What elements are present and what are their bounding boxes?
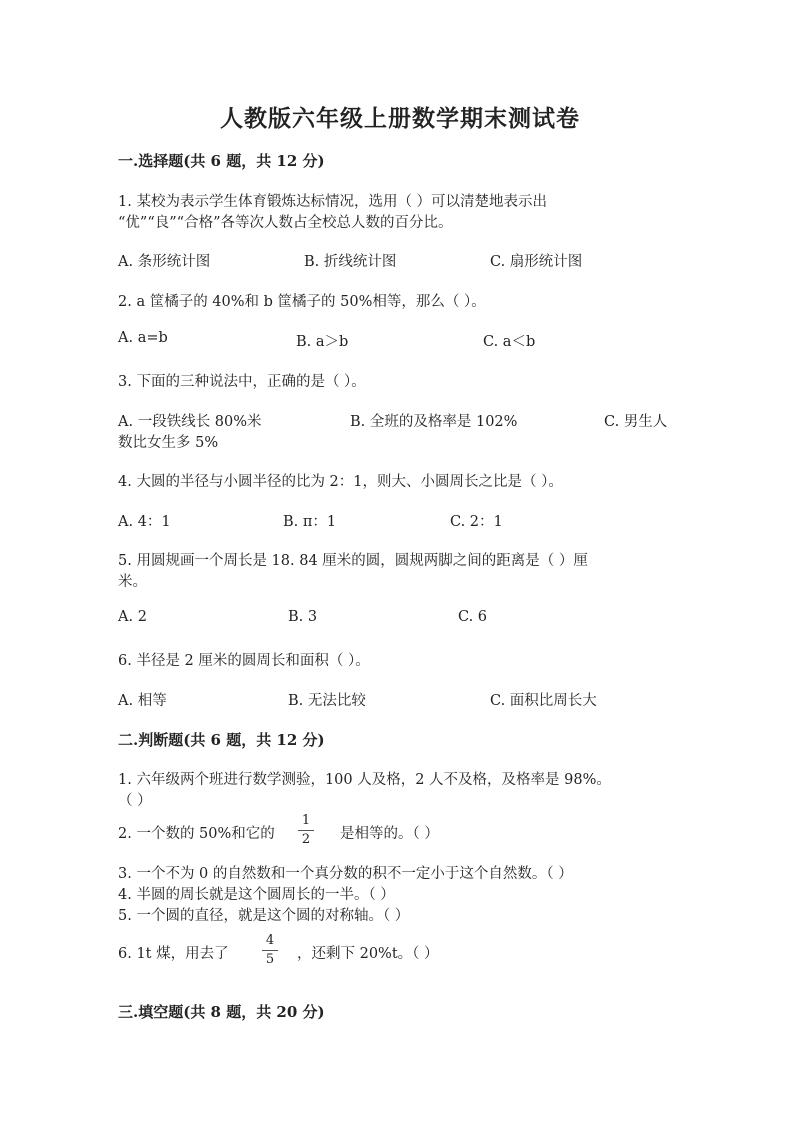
fraction-one-half <box>298 812 314 849</box>
fraction-four-fifths <box>262 932 278 969</box>
question-text: “优”“良”“合格”各等次人数占全校总人数的百分比。 <box>118 215 453 231</box>
fraction-denominator: 2 <box>298 830 314 849</box>
question-text: 米。 <box>118 574 147 590</box>
option-a: A. 2 <box>118 609 147 625</box>
option-b: B. a＞b <box>296 334 349 350</box>
option-b: B. 无法比较 <box>288 693 366 709</box>
question-text: ，还剩下 20%t。（ ） <box>297 946 439 962</box>
question-text: 3. 下面的三种说法中，正确的是（ ）。 <box>118 374 366 390</box>
option-c: C. 2：1 <box>450 514 503 530</box>
question-text: 是相等的。（ ） <box>340 826 439 842</box>
question-text: 6. 半径是 2 厘米的圆周长和面积（ ）。 <box>118 653 370 669</box>
option-b: B. 3 <box>288 609 318 625</box>
option-c: C. 扇形统计图 <box>490 254 583 270</box>
option-b: B. π：1 <box>283 514 337 530</box>
section-heading-fill: 三.填空题(共 8 题，共 20 分) <box>118 1003 325 1021</box>
question-text: 5. 用圆规画一个周长是 18. 84 厘米的圆，圆规两脚之间的距离是（ ）厘 <box>118 553 588 569</box>
section-heading-choice: 一.选择题(共 6 题，共 12 分) <box>118 152 325 170</box>
option-b: B. 全班的及格率是 102% <box>350 414 518 430</box>
question-text: 3. 一个不为 0 的自然数和一个真分数的积不一定小于这个自然数。（ ） <box>118 866 573 882</box>
option-c: C. a＜b <box>483 334 536 350</box>
option-c-continued: 数比女生多 5% <box>118 435 219 451</box>
question-text: 6. 1t 煤，用去了 <box>118 946 229 962</box>
option-c: C. 面积比周长大 <box>490 693 597 709</box>
question-text: 2. 一个数的 50%和它的 <box>118 826 275 842</box>
question-text: 4. 大圆的半径与小圆半径的比为 2：1，则大、小圆周长之比是（ ）。 <box>118 474 563 490</box>
question-text: 5. 一个圆的直径，就是这个圆的对称轴。（ ） <box>118 908 410 924</box>
question-text: 1. 六年级两个班进行数学测验，100 人及格，2 人不及格，及格率是 98%。 <box>118 772 611 788</box>
section-heading-judge: 二.判断题(共 6 题，共 12 分) <box>118 731 325 749</box>
question-text: 1. 某校为表示学生体育锻炼达标情况，选用（ ）可以清楚地表示出 <box>118 194 548 210</box>
fraction-numerator: 1 <box>301 813 311 828</box>
option-a: A. 条形统计图 <box>118 254 211 270</box>
question-text: 4. 半圆的周长就是这个圆周长的一半。（ ） <box>118 887 395 903</box>
page-title: 人教版六年级上册数学期末测试卷 <box>220 105 580 132</box>
option-b: B. 折线统计图 <box>304 254 397 270</box>
option-a: A. 相等 <box>118 693 167 709</box>
option-a: A. a=b <box>118 330 168 346</box>
option-c: C. 6 <box>458 609 488 625</box>
fraction-numerator: 4 <box>265 933 275 948</box>
fraction-denominator: 5 <box>262 950 278 969</box>
question-text: （ ） <box>118 793 152 809</box>
option-a: A. 4：1 <box>118 514 171 530</box>
option-c: C. 男生人 <box>604 414 668 430</box>
question-text: 2. a 筐橘子的 40%和 b 筐橘子的 50%相等，那么（ ）。 <box>118 294 486 310</box>
option-a: A. 一段铁线长 80%米 <box>118 414 262 430</box>
